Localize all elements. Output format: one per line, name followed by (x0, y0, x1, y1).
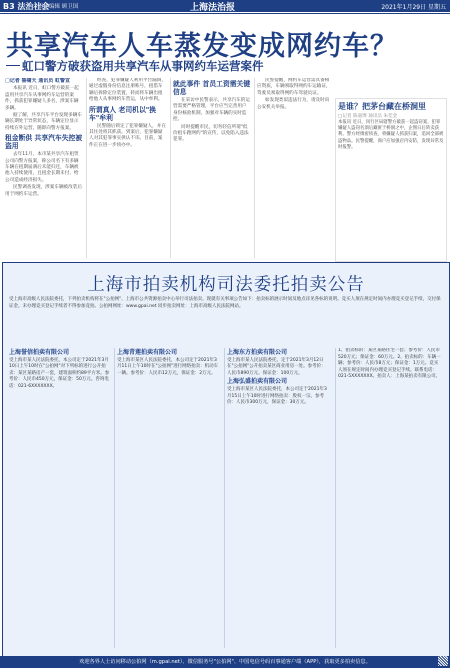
notice-column-3 (227, 348, 329, 648)
notice-column-4 (338, 348, 442, 648)
sidebar-byline: □记者 陈嘉博 通讯员 朱佳金 (338, 114, 398, 119)
company-notice-text: 1、拍卖标的：某区某路住宅一套；参考价：人民币520万元；保证金：60万元。2、拍卖标的：车辆一辆；参考价：人民币8万元；保证金：1万元。竞买人须在规定时间内办理竞买登记手续。联系电话：021-5XXXXXXX。拍卖人：上海某拍卖有限公司。 (338, 348, 441, 380)
qr-code-icon (438, 656, 448, 666)
auction-notice (2, 262, 450, 657)
article-paragraph: 民警提醒，网约车运营需具备相应资质，车辆须取得网约车运输证，驾驶员须取得网约车驾驶员证。 (257, 78, 331, 96)
article-subheading: 就此事件 首员工资需关键信息 (173, 80, 251, 96)
sub-headline: 虹口警方破获盗用共享汽车从事网约车运营案件 (22, 59, 264, 73)
column-divider (86, 78, 87, 258)
article-column-4 (257, 78, 331, 258)
article-paragraph: 经查，犯罪嫌疑人利用平台漏洞，通过虚假身份信息注册账号，租借车辆后拆除定位装置，转而将车辆出租给他人从事网约车营运，从中牟利。 (89, 78, 166, 103)
page-header (0, 0, 450, 12)
company-name: 上海东方拍卖有限公司 (227, 349, 288, 356)
company-name: 上海誉信拍卖有限公司 (9, 349, 70, 356)
article-subheading: 租金断供 共享汽车失控被盗用 (5, 134, 83, 151)
article-paragraph: 如发现类似违法行为，请及时向公安机关举报。 (257, 98, 330, 110)
section-label: B3 法治社会 (3, 2, 50, 11)
company-name: 上海青莲拍卖有限公司 (117, 349, 178, 356)
article-paragraph: 民警随后锁定了犯罪嫌疑人，并在其住处将其抓获。到案后，犯罪嫌疑人对其犯罪事实供认不讳。目前，案件正在进一步侦办中。 (89, 123, 166, 148)
masthead-logo: 上海法治报 (190, 3, 236, 13)
article-column-1 (5, 78, 83, 258)
notice-divider (114, 348, 115, 648)
main-headline: 共享汽车人车蒸发变成网约车？ (6, 31, 398, 62)
notice-column-2 (117, 348, 219, 648)
article-byline: □记者 鲁啸天 通讯员 虹警宣 (5, 78, 70, 84)
article-paragraph: 本报讯 近日，虹口警方破获一起盗用共享汽车从事网约车运营的案件，抓获犯罪嫌疑人多名，涉案车辆多辆。 (5, 86, 79, 111)
company-notice-text: 受上海市某区人民法院委托，本公司定于2021年3月11日上午10时在"公拍网"进行网络拍卖：机动车一辆。参考价：人民币12万元，保证金：2万元。 (117, 357, 219, 376)
article-paragraph: 民警调查发现，涉案车辆被改装后用于网约车运营。 (5, 185, 82, 197)
notice-title: 上海市拍卖机构司法委托拍卖公告 (87, 275, 365, 295)
page-footer (0, 656, 450, 668)
company-notice-text: 受上海市某人民法院委托，定于2021年3月12日在"公拍网"公开拍卖某区商业用房一处。参考价：人民币890万元。保证金：100万元。 (227, 357, 326, 376)
editor-tagline: 责任编辑 顾卫国 (38, 4, 79, 10)
header-rule (0, 13, 450, 14)
sidebar-story (335, 98, 447, 262)
issue-date: 2021年1月29日 星期五 (381, 4, 446, 11)
sidebar-body: 本报讯 近日，闵行区局辖警方破获一起盗窃案，犯罪嫌疑人盗窃名酒后藏匿于桥洞之中，企图日后转卖获利。警方经缜密侦查，将嫌疑人抓获归案，追回全部被盗物品。民警提醒，商户应加强店内安防，发现异常及时报警。 (338, 120, 444, 150)
company-notice-text: 受上海市某区人民法院委托，本公司定于2021年3月15日上午10时进行网络拍卖：股权一宗。参考价：人民币300万元，保证金：30万元。 (227, 386, 327, 406)
sidebar-title: 是谁？把茅台藏在桥洞里 (338, 102, 426, 111)
notice-column-1 (9, 348, 111, 648)
footer-text: 欢迎各界人士访问移动公拍网（m.gpai.net）、微信服务号"公拍网"、中国电信号码百事通客户端（APP），获取更多拍卖信息。 (79, 659, 371, 665)
notice-intro (9, 297, 443, 311)
notice-divider (335, 348, 336, 648)
article-column-3 (173, 78, 251, 258)
article-paragraph: 同时提醒市民，切勿轻信所谓"低价租车跑网约"的宣传，以免陷入违法犯罪。 (173, 124, 249, 143)
notice-intro-text: 受上海市高级人民法院委托，下列拍卖机构将在"公拍网"、上海市公共资源拍卖中心举行司法拍卖。现就有关事项公告如下：拍卖标的展示时间及地点详见各标的说明。竞买人须在规定时间内办理竞买登记手续，交付保证金。未办理竞买登记手续者不得参加竞拍。公拍网网址：www.gpai.net 同步拍卖网址：上海市高级人民法院网站。 (9, 297, 441, 309)
article-subheading: 所谓真人 老司机以"换车"牟利 (89, 105, 157, 122)
company-notice-text: 受上海市某人民法院委托，本公司定于2021年3月10日上午10时在"公拍网"对下列标的进行公开拍卖：某区某路房产一套，建筑面积约89平方米。参考价：人民币450万元，保证金：50万元。咨询电话：021-6XXXXXXX。 (9, 357, 110, 389)
article-column-2 (89, 78, 167, 258)
company-name: 上海弘盛拍卖有限公司 (227, 378, 288, 386)
article-paragraph: 去年11月，本市某共享汽车租赁公司向警方报案，称公司名下有多辆车辆在租期届满后未能归还，车辆被他人持续使用，且租金长期未付，给公司造成经济损失。 (5, 152, 79, 183)
column-divider (254, 78, 255, 258)
article-paragraph: 据了解，共享汽车平台发现多辆车辆长期处于异常状态，车辆定位显示持续在外运营，随即向警方报案。 (5, 113, 82, 131)
subhead-dash (6, 65, 20, 66)
article-paragraph: 在采访中民警表示，共享汽车的运营需要严格管理，平台应当完善用户身份核验机制，加强对车辆的实时监控。 (173, 98, 250, 123)
column-divider (170, 78, 171, 258)
notice-divider (224, 348, 225, 648)
